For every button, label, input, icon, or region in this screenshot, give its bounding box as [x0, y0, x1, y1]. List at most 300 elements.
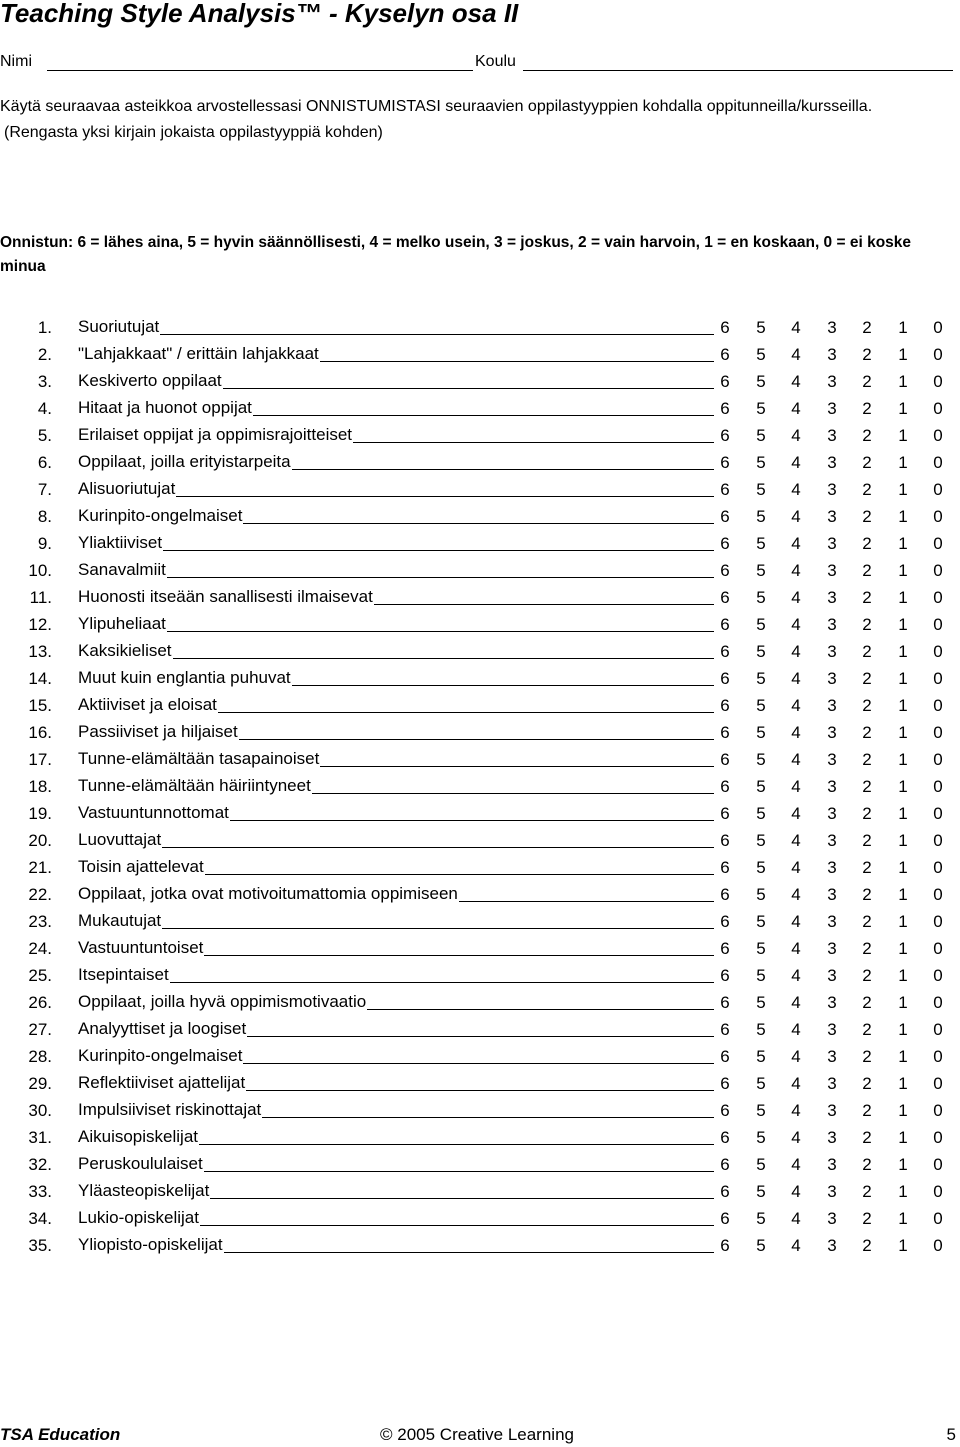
score-option-4[interactable]: 4: [791, 345, 801, 364]
list-item: [0, 422, 960, 449]
score-option-3[interactable]: 3: [827, 480, 837, 499]
score-option-4[interactable]: 4: [791, 318, 801, 337]
score-option-4[interactable]: 4: [791, 372, 801, 391]
score-option-6[interactable]: 6: [720, 588, 730, 607]
school-field[interactable]: [523, 70, 953, 71]
score-option-2[interactable]: 2: [862, 534, 872, 553]
score-option-4[interactable]: 4: [791, 453, 801, 472]
score-option-1[interactable]: 1: [898, 507, 908, 526]
score-option-5[interactable]: 5: [756, 453, 766, 472]
item-underline: [247, 1036, 714, 1037]
score-option-4[interactable]: 4: [791, 912, 801, 931]
score-option-6[interactable]: 6: [720, 723, 730, 742]
score-option-1[interactable]: 1: [898, 588, 908, 607]
score-option-3[interactable]: 3: [827, 804, 837, 823]
list-item: [0, 611, 960, 638]
score-option-0[interactable]: 0: [933, 453, 943, 472]
score-option-0[interactable]: 0: [933, 345, 943, 364]
item-number: 19.: [28, 804, 52, 823]
item-label: Kurinpito-ongelmaiset: [78, 506, 243, 525]
score-option-5[interactable]: 5: [756, 939, 766, 958]
score-option-2[interactable]: 2: [862, 561, 872, 580]
item-label-line: [78, 746, 714, 769]
score-option-6[interactable]: 6: [720, 1074, 730, 1093]
score-option-2[interactable]: 2: [862, 993, 872, 1012]
score-option-4[interactable]: 4: [791, 480, 801, 499]
score-option-3[interactable]: 3: [827, 1236, 837, 1255]
score-option-1[interactable]: 1: [898, 453, 908, 472]
score-option-0[interactable]: 0: [933, 426, 943, 445]
score-option-3[interactable]: 3: [827, 858, 837, 877]
score-option-4[interactable]: 4: [791, 1128, 801, 1147]
score-option-6[interactable]: 6: [720, 777, 730, 796]
score-option-4[interactable]: 4: [791, 777, 801, 796]
score-option-3[interactable]: 3: [827, 345, 837, 364]
item-underline: [320, 361, 714, 362]
score-option-6[interactable]: 6: [720, 1236, 730, 1255]
score-option-3[interactable]: 3: [827, 885, 837, 904]
score-option-3[interactable]: 3: [827, 939, 837, 958]
score-option-0[interactable]: 0: [933, 1101, 943, 1120]
score-option-2[interactable]: 2: [862, 966, 872, 985]
score-option-6[interactable]: 6: [720, 831, 730, 850]
score-option-4[interactable]: 4: [791, 885, 801, 904]
list-item: [0, 827, 960, 854]
score-option-3[interactable]: 3: [827, 1074, 837, 1093]
item-label: Hitaat ja huonot oppijat: [78, 398, 252, 417]
score-option-0[interactable]: 0: [933, 588, 943, 607]
score-option-3[interactable]: 3: [827, 1020, 837, 1039]
score-option-1[interactable]: 1: [898, 858, 908, 877]
score-option-4[interactable]: 4: [791, 1020, 801, 1039]
score-option-3[interactable]: 3: [827, 993, 837, 1012]
list-item: [0, 584, 960, 611]
score-option-5[interactable]: 5: [756, 345, 766, 364]
score-option-6[interactable]: 6: [720, 480, 730, 499]
score-option-3[interactable]: 3: [827, 534, 837, 553]
score-option-5[interactable]: 5: [756, 426, 766, 445]
score-option-6[interactable]: 6: [720, 993, 730, 1012]
score-option-5[interactable]: 5: [756, 1128, 766, 1147]
score-option-6[interactable]: 6: [720, 1155, 730, 1174]
score-option-3[interactable]: 3: [827, 831, 837, 850]
score-option-1[interactable]: 1: [898, 1128, 908, 1147]
score-option-3[interactable]: 3: [827, 669, 837, 688]
score-option-4[interactable]: 4: [791, 723, 801, 742]
score-option-4[interactable]: 4: [791, 804, 801, 823]
score-option-2[interactable]: 2: [862, 858, 872, 877]
item-label: Oppilaat, jotka ovat motivoitumattomia oppimiseen: [78, 884, 458, 903]
score-option-5[interactable]: 5: [756, 588, 766, 607]
score-options: [715, 314, 943, 341]
score-option-2[interactable]: 2: [862, 1209, 872, 1228]
score-option-1[interactable]: 1: [898, 1236, 908, 1255]
score-option-0[interactable]: 0: [933, 1209, 943, 1228]
item-label: Kurinpito-ongelmaiset: [78, 1046, 243, 1065]
score-option-3[interactable]: 3: [827, 588, 837, 607]
score-option-1[interactable]: 1: [898, 750, 908, 769]
score-option-5[interactable]: 5: [756, 480, 766, 499]
score-option-1[interactable]: 1: [898, 1209, 908, 1228]
item-label-line: [78, 1178, 714, 1201]
score-option-1[interactable]: 1: [898, 696, 908, 715]
score-option-2[interactable]: 2: [862, 777, 872, 796]
score-option-2[interactable]: 2: [862, 588, 872, 607]
score-option-6[interactable]: 6: [720, 642, 730, 661]
score-option-5[interactable]: 5: [756, 858, 766, 877]
score-option-0[interactable]: 0: [933, 939, 943, 958]
name-field[interactable]: [47, 70, 473, 71]
score-option-0[interactable]: 0: [933, 1155, 943, 1174]
list-item: [0, 908, 960, 935]
score-option-4[interactable]: 4: [791, 858, 801, 877]
score-option-6[interactable]: 6: [720, 1101, 730, 1120]
score-option-0[interactable]: 0: [933, 1074, 943, 1093]
score-option-4[interactable]: 4: [791, 1236, 801, 1255]
score-options: [715, 422, 943, 449]
score-option-2[interactable]: 2: [862, 453, 872, 472]
score-option-1[interactable]: 1: [898, 399, 908, 418]
item-label-line: [78, 1205, 714, 1228]
score-option-5[interactable]: 5: [756, 804, 766, 823]
score-option-1[interactable]: 1: [898, 966, 908, 985]
list-item: [0, 881, 960, 908]
score-option-1[interactable]: 1: [898, 804, 908, 823]
score-option-4[interactable]: 4: [791, 615, 801, 634]
item-label-line: [78, 314, 714, 337]
score-option-4[interactable]: 4: [791, 642, 801, 661]
item-number: 13.: [28, 642, 52, 661]
score-option-2[interactable]: 2: [862, 507, 872, 526]
item-number: 7.: [37, 480, 52, 499]
score-option-1[interactable]: 1: [898, 561, 908, 580]
score-option-2[interactable]: 2: [862, 939, 872, 958]
score-option-6[interactable]: 6: [720, 345, 730, 364]
score-option-5[interactable]: 5: [756, 777, 766, 796]
score-option-2[interactable]: 2: [862, 831, 872, 850]
score-option-1[interactable]: 1: [898, 939, 908, 958]
score-option-1[interactable]: 1: [898, 831, 908, 850]
item-label-line: [78, 962, 714, 985]
score-option-4[interactable]: 4: [791, 426, 801, 445]
score-option-0[interactable]: 0: [933, 1182, 943, 1201]
score-option-3[interactable]: 3: [827, 507, 837, 526]
score-option-0[interactable]: 0: [933, 318, 943, 337]
score-option-0[interactable]: 0: [933, 615, 943, 634]
score-option-2[interactable]: 2: [862, 615, 872, 634]
score-option-1[interactable]: 1: [898, 1074, 908, 1093]
score-option-1[interactable]: 1: [898, 1020, 908, 1039]
score-option-4[interactable]: 4: [791, 1182, 801, 1201]
score-option-1[interactable]: 1: [898, 615, 908, 634]
score-option-6[interactable]: 6: [720, 426, 730, 445]
item-label: Peruskoululaiset: [78, 1154, 203, 1173]
score-option-1[interactable]: 1: [898, 777, 908, 796]
score-option-3[interactable]: 3: [827, 696, 837, 715]
score-option-6[interactable]: 6: [720, 939, 730, 958]
score-option-4[interactable]: 4: [791, 561, 801, 580]
score-option-6[interactable]: 6: [720, 615, 730, 634]
score-option-4[interactable]: 4: [791, 399, 801, 418]
score-option-5[interactable]: 5: [756, 1020, 766, 1039]
score-option-0[interactable]: 0: [933, 858, 943, 877]
score-option-2[interactable]: 2: [862, 426, 872, 445]
score-option-4[interactable]: 4: [791, 939, 801, 958]
score-option-0[interactable]: 0: [933, 507, 943, 526]
item-number: 28.: [28, 1047, 52, 1066]
score-option-6[interactable]: 6: [720, 750, 730, 769]
score-option-0[interactable]: 0: [933, 1047, 943, 1066]
score-options: [715, 1205, 943, 1232]
score-option-2[interactable]: 2: [862, 372, 872, 391]
score-option-6[interactable]: 6: [720, 1182, 730, 1201]
score-option-0[interactable]: 0: [933, 750, 943, 769]
item-list: [0, 314, 960, 1259]
item-label: Luovuttajat: [78, 830, 162, 849]
item-label-line: [78, 638, 714, 661]
item-label-line: [78, 692, 714, 715]
score-option-3[interactable]: 3: [827, 1047, 837, 1066]
score-option-6[interactable]: 6: [720, 1047, 730, 1066]
item-label: Vastuuntuntoiset: [78, 938, 204, 957]
score-option-2[interactable]: 2: [862, 318, 872, 337]
score-option-2[interactable]: 2: [862, 750, 872, 769]
score-option-1[interactable]: 1: [898, 318, 908, 337]
score-options: [715, 1232, 943, 1259]
item-underline: [262, 1117, 714, 1118]
score-option-5[interactable]: 5: [756, 1101, 766, 1120]
score-option-3[interactable]: 3: [827, 615, 837, 634]
score-option-5[interactable]: 5: [756, 750, 766, 769]
score-option-6[interactable]: 6: [720, 966, 730, 985]
score-option-3[interactable]: 3: [827, 750, 837, 769]
score-option-5[interactable]: 5: [756, 831, 766, 850]
score-option-1[interactable]: 1: [898, 669, 908, 688]
score-option-0[interactable]: 0: [933, 669, 943, 688]
item-number: 29.: [28, 1074, 52, 1093]
score-options: [715, 503, 943, 530]
score-option-6[interactable]: 6: [720, 561, 730, 580]
score-option-6[interactable]: 6: [720, 912, 730, 931]
score-option-3[interactable]: 3: [827, 318, 837, 337]
score-option-0[interactable]: 0: [933, 831, 943, 850]
score-option-6[interactable]: 6: [720, 1020, 730, 1039]
score-option-3[interactable]: 3: [827, 453, 837, 472]
score-option-5[interactable]: 5: [756, 1155, 766, 1174]
score-option-2[interactable]: 2: [862, 345, 872, 364]
item-label-line: [78, 881, 714, 904]
score-option-1[interactable]: 1: [898, 642, 908, 661]
score-option-1[interactable]: 1: [898, 426, 908, 445]
item-label: Passiiviset ja hiljaiset: [78, 722, 238, 741]
score-option-5[interactable]: 5: [756, 669, 766, 688]
score-option-4[interactable]: 4: [791, 1074, 801, 1093]
score-option-0[interactable]: 0: [933, 480, 943, 499]
score-option-5[interactable]: 5: [756, 318, 766, 337]
score-option-4[interactable]: 4: [791, 696, 801, 715]
score-option-2[interactable]: 2: [862, 696, 872, 715]
score-option-5[interactable]: 5: [756, 885, 766, 904]
score-option-4[interactable]: 4: [791, 993, 801, 1012]
score-option-1[interactable]: 1: [898, 912, 908, 931]
score-option-4[interactable]: 4: [791, 1209, 801, 1228]
score-option-1[interactable]: 1: [898, 372, 908, 391]
score-option-6[interactable]: 6: [720, 399, 730, 418]
score-option-3[interactable]: 3: [827, 912, 837, 931]
score-option-2[interactable]: 2: [862, 1047, 872, 1066]
score-option-5[interactable]: 5: [756, 1209, 766, 1228]
item-number: 9.: [37, 534, 52, 553]
score-option-4[interactable]: 4: [791, 507, 801, 526]
score-option-2[interactable]: 2: [862, 1236, 872, 1255]
score-option-3[interactable]: 3: [827, 1155, 837, 1174]
score-option-5[interactable]: 5: [756, 399, 766, 418]
score-option-5[interactable]: 5: [756, 1182, 766, 1201]
score-option-3[interactable]: 3: [827, 1182, 837, 1201]
item-underline: [320, 766, 714, 767]
score-option-5[interactable]: 5: [756, 723, 766, 742]
score-option-2[interactable]: 2: [862, 399, 872, 418]
score-option-1[interactable]: 1: [898, 345, 908, 364]
score-option-1[interactable]: 1: [898, 1101, 908, 1120]
score-option-2[interactable]: 2: [862, 669, 872, 688]
score-option-2[interactable]: 2: [862, 804, 872, 823]
score-option-2[interactable]: 2: [862, 885, 872, 904]
score-option-2[interactable]: 2: [862, 1182, 872, 1201]
score-option-6[interactable]: 6: [720, 318, 730, 337]
item-number: 34.: [28, 1209, 52, 1228]
score-option-2[interactable]: 2: [862, 480, 872, 499]
score-option-0[interactable]: 0: [933, 696, 943, 715]
score-option-2[interactable]: 2: [862, 1074, 872, 1093]
score-option-6[interactable]: 6: [720, 1209, 730, 1228]
score-option-4[interactable]: 4: [791, 1047, 801, 1066]
score-option-1[interactable]: 1: [898, 1047, 908, 1066]
score-option-0[interactable]: 0: [933, 777, 943, 796]
score-option-4[interactable]: 4: [791, 750, 801, 769]
item-label: Ylipuheliaat: [78, 614, 166, 633]
item-label-line: [78, 989, 714, 1012]
score-option-6[interactable]: 6: [720, 507, 730, 526]
score-option-1[interactable]: 1: [898, 723, 908, 742]
score-option-3[interactable]: 3: [827, 1128, 837, 1147]
score-option-0[interactable]: 0: [933, 912, 943, 931]
score-option-3[interactable]: 3: [827, 1101, 837, 1120]
score-option-5[interactable]: 5: [756, 642, 766, 661]
score-option-4[interactable]: 4: [791, 966, 801, 985]
score-option-5[interactable]: 5: [756, 1047, 766, 1066]
score-option-3[interactable]: 3: [827, 1209, 837, 1228]
item-label-line: [78, 1097, 714, 1120]
score-option-6[interactable]: 6: [720, 696, 730, 715]
score-option-5[interactable]: 5: [756, 966, 766, 985]
item-label-line: [78, 449, 714, 472]
score-option-0[interactable]: 0: [933, 993, 943, 1012]
score-option-6[interactable]: 6: [720, 453, 730, 472]
score-option-5[interactable]: 5: [756, 912, 766, 931]
score-option-1[interactable]: 1: [898, 480, 908, 499]
item-label: "Lahjakkaat" / erittäin lahjakkaat: [78, 344, 319, 363]
score-option-5[interactable]: 5: [756, 534, 766, 553]
score-option-5[interactable]: 5: [756, 372, 766, 391]
score-option-6[interactable]: 6: [720, 1128, 730, 1147]
score-option-2[interactable]: 2: [862, 723, 872, 742]
score-option-0[interactable]: 0: [933, 399, 943, 418]
item-underline: [243, 1063, 714, 1064]
score-option-4[interactable]: 4: [791, 831, 801, 850]
score-option-6[interactable]: 6: [720, 372, 730, 391]
score-option-0[interactable]: 0: [933, 534, 943, 553]
score-option-1[interactable]: 1: [898, 534, 908, 553]
score-options: [715, 368, 943, 395]
score-option-3[interactable]: 3: [827, 966, 837, 985]
score-option-2[interactable]: 2: [862, 1155, 872, 1174]
score-option-0[interactable]: 0: [933, 561, 943, 580]
score-options: [715, 584, 943, 611]
score-option-4[interactable]: 4: [791, 1101, 801, 1120]
score-option-3[interactable]: 3: [827, 723, 837, 742]
score-option-1[interactable]: 1: [898, 885, 908, 904]
score-option-4[interactable]: 4: [791, 588, 801, 607]
item-label: Yliopisto-opiskelijat: [78, 1235, 223, 1254]
score-options: [715, 476, 943, 503]
score-option-4[interactable]: 4: [791, 534, 801, 553]
score-option-0[interactable]: 0: [933, 1128, 943, 1147]
score-option-0[interactable]: 0: [933, 885, 943, 904]
score-option-5[interactable]: 5: [756, 507, 766, 526]
score-option-0[interactable]: 0: [933, 642, 943, 661]
score-option-5[interactable]: 5: [756, 615, 766, 634]
score-option-6[interactable]: 6: [720, 858, 730, 877]
score-option-0[interactable]: 0: [933, 966, 943, 985]
score-option-0[interactable]: 0: [933, 804, 943, 823]
score-option-2[interactable]: 2: [862, 1128, 872, 1147]
item-label-line: [78, 935, 714, 958]
score-option-3[interactable]: 3: [827, 777, 837, 796]
score-option-5[interactable]: 5: [756, 1236, 766, 1255]
score-option-5[interactable]: 5: [756, 993, 766, 1012]
score-options: [715, 530, 943, 557]
score-option-2[interactable]: 2: [862, 1101, 872, 1120]
score-option-6[interactable]: 6: [720, 534, 730, 553]
rating-scale: Onnistun: 6 = lähes aina, 5 = hyvin säännöllisesti, 4 = melko usein, 3 = joskus, 2 = vain harvoin, 1 = en koskaan, 0 = ei koske minua: [0, 234, 912, 275]
score-option-0[interactable]: 0: [933, 1236, 943, 1255]
score-option-5[interactable]: 5: [756, 1074, 766, 1093]
score-option-4[interactable]: 4: [791, 1155, 801, 1174]
score-option-6[interactable]: 6: [720, 885, 730, 904]
score-option-1[interactable]: 1: [898, 1182, 908, 1201]
score-option-3[interactable]: 3: [827, 561, 837, 580]
score-option-3[interactable]: 3: [827, 372, 837, 391]
score-option-1[interactable]: 1: [898, 993, 908, 1012]
score-option-2[interactable]: 2: [862, 642, 872, 661]
item-underline: [374, 604, 714, 605]
score-option-1[interactable]: 1: [898, 1155, 908, 1174]
score-option-0[interactable]: 0: [933, 1020, 943, 1039]
score-option-6[interactable]: 6: [720, 669, 730, 688]
score-option-2[interactable]: 2: [862, 912, 872, 931]
score-option-5[interactable]: 5: [756, 561, 766, 580]
score-option-4[interactable]: 4: [791, 669, 801, 688]
score-option-5[interactable]: 5: [756, 696, 766, 715]
score-option-3[interactable]: 3: [827, 426, 837, 445]
score-option-6[interactable]: 6: [720, 804, 730, 823]
score-option-0[interactable]: 0: [933, 372, 943, 391]
score-option-3[interactable]: 3: [827, 399, 837, 418]
score-option-0[interactable]: 0: [933, 723, 943, 742]
score-option-2[interactable]: 2: [862, 1020, 872, 1039]
score-option-3[interactable]: 3: [827, 642, 837, 661]
